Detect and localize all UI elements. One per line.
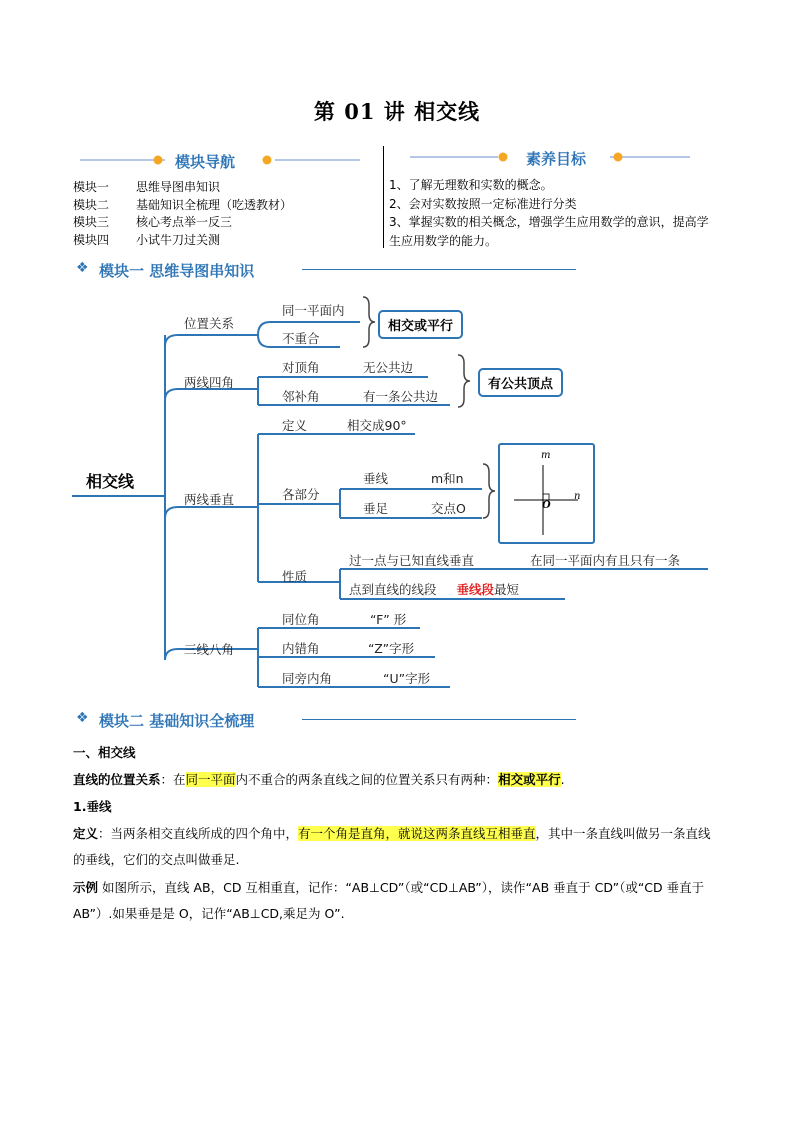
node-foot-desc: 交点O [431, 501, 466, 516]
goal-item: 1、了解无理数和实数的概念。 [389, 178, 553, 192]
node-not-coincide: 不重合 [282, 331, 320, 346]
node-perp-line: 垂线 [363, 471, 389, 486]
node-corresponding: 同位角 [282, 612, 320, 627]
node-vertical-angle-desc: 无公共边 [363, 360, 414, 375]
diamond-icon: ❖ [76, 260, 89, 276]
node-alternate: 内错角 [282, 641, 320, 656]
node-perp-line-desc: m和n [431, 471, 464, 486]
node-corresponding-desc: “F” 形 [370, 612, 407, 627]
node-property: 性质 [282, 569, 308, 584]
module1-header: 模块一 思维导图串知识 [99, 262, 255, 280]
paragraph-example: 示例 如图所示，直线 AB，CD 互相重直，记作：“AB⊥CD”（或“CD⊥AB”），读作“AB 垂直于 CD”（或“CD 垂直于 AB”）.如果垂是是 O，记作“AB⊥CD,乘足为 O”. [73, 880, 705, 921]
diamond-icon: ❖ [76, 710, 89, 726]
nav-item-1[interactable]: 模块一 思维导图串知识 [73, 180, 221, 194]
branch-two-lines: 两线四角 [184, 375, 235, 390]
module2-rule [302, 719, 576, 720]
node-adjacent-angle-desc: 有一条公共边 [363, 389, 439, 404]
node-cointerior: 同旁内角 [282, 671, 333, 686]
node-alternate-desc: “Z”字形 [368, 641, 415, 656]
branch-perpendicular: 两线垂直 [184, 492, 235, 507]
page-title: 第 01 讲 相交线 [313, 99, 481, 124]
node-definition-desc: 相交成90° [347, 418, 407, 433]
nav-header: 模块导航 [175, 153, 236, 171]
label-o: O [542, 500, 551, 511]
node-parts: 各部分 [282, 487, 320, 502]
paragraph-position-relation: 直线的位置关系：在同一平面内不重合的两条直线之间的位置关系只有两种：相交或平行. [73, 772, 565, 787]
node-property-1: 过一点与已知直线垂直 [349, 553, 475, 568]
node-adjacent-angle: 邻补角 [282, 389, 320, 404]
paragraph-definition: 定义：当两条相交直线所成的四个角中，有一个角是直角，就说这两条直线互相垂直，其中一条直线叫做另一条直线的垂线，它们的交点叫做垂足. [73, 826, 711, 867]
node-same-plane: 同一平面内 [282, 303, 345, 318]
node-definition: 定义 [282, 418, 308, 433]
label-n: n [574, 491, 581, 502]
node-property-1-desc: 在同一平面内有且只有一条 [530, 553, 681, 568]
goal-item: 3、掌握实数的相关概念，增强学生应用数学的意识，提高学生应用数学的能力。 [389, 215, 709, 248]
mindmap-root: 相交线 [86, 472, 135, 491]
branch-three-lines: 三线八角 [184, 642, 235, 657]
section-intersecting-lines: 一、相交线 [73, 745, 136, 760]
nav-item-4[interactable]: 模块四 小试牛刀过关测 [73, 232, 221, 247]
result-intersect-or-parallel: 相交或平行 [378, 310, 463, 339]
node-cointerior-desc: “U”字形 [383, 671, 431, 686]
goals-header: 素养目标 [526, 150, 587, 168]
nav-item-2[interactable]: 模块二 基础知识全梳理（吃透教材） [73, 197, 293, 212]
node-vertical-angle: 对顶角 [282, 360, 320, 375]
branch-position: 位置关系 [184, 316, 235, 331]
node-property-2: 点到直线的线段 垂线段最短 [349, 582, 520, 597]
nav-item-3[interactable]: 模块三 核心考点举一反三 [73, 215, 233, 229]
node-foot: 垂足 [363, 501, 389, 516]
subsection-perpendicular: 1.垂线 [73, 799, 112, 814]
label-m: m [541, 450, 551, 461]
result-common-vertex: 有公共顶点 [478, 368, 563, 397]
perpendicular-figure [498, 443, 595, 544]
goal-item: 2、会对实数按照一定标准进行分类 [389, 196, 577, 211]
module2-header: 模块二 基础知识全梳理 [99, 712, 255, 730]
